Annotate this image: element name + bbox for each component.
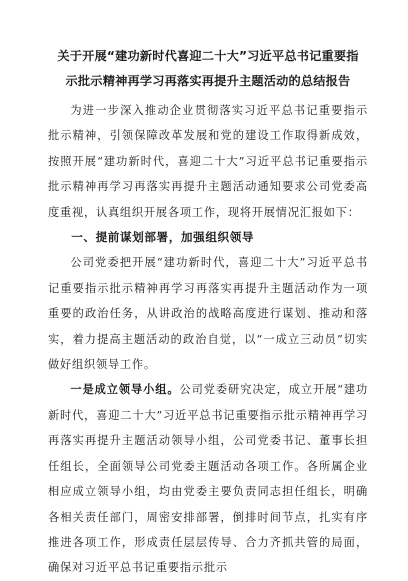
title-line-1: 关于开展“建功新时代喜迎二十大”习近平总书记重要指: [57, 49, 359, 63]
document-title: [48, 44, 368, 94]
point-1-text: 公司党委研究决定，成立开展“建功新时代，喜迎二十大”习近平总书记重要指示批示精神再学习再落实再提升主题活动领导小组，公司党委书记、董事长担任组长，全面领导公司党委主题活动各项工作。各所属企业相应成立领导小组，均由党委主要负责同志担任组长，明确各相关责任部门，周密安排部署，倒排时间节点，扎实有序推进各项工作，形成责任层层传导、合力齐抓共管的局面，确保对习近平总书记重要指示批示: [48, 383, 368, 575]
point-1-lead: 一是成立领导小组。: [70, 383, 180, 397]
intro-paragraph: 为进一步深入推动企业贯彻落实习近平总书记重要指示批示精神，引领保障改革发展和党的建设工作取得新成效，按照开展“建功新时代，喜迎二十大”习近平总书记重要指示批示精神再学习再落实再提升主题活动通知要求公司党委高度重视，认真组织开展各项工作，现将开展情况汇报如下：: [48, 104, 368, 219]
section-1-paragraph: 公司党委把开展“建功新时代，喜迎二十大”习近平总书记重要指示批示精神再学习再落实再提升主题活动作为一项重要的政治任务，从讲政治的战略高度进行谋划、推动和落实，着力提高主题活动的政治自觉，以“一成立三动员”切实做好组织领导工作。: [48, 256, 368, 372]
title-line-2: 示批示精神再学习再落实再提升主题活动的总结报告: [65, 74, 351, 88]
point-1-paragraph: [48, 377, 368, 580]
section-1-heading: 一、提前谋划部署，加强组织领导: [71, 230, 255, 245]
